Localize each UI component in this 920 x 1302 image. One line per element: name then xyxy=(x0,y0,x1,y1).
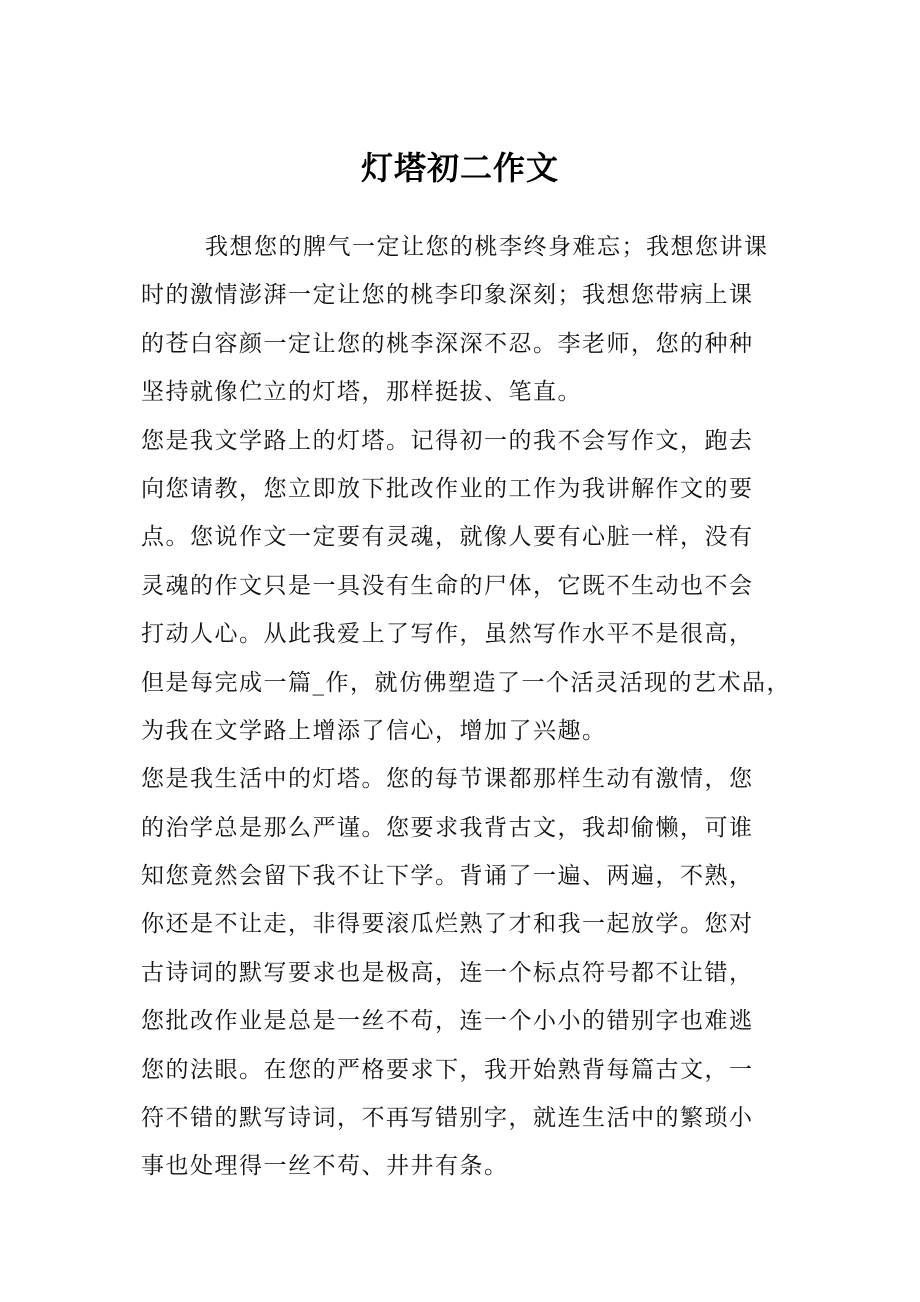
text-line: 的治学总是那么严谨。您要求我背古文，我却偷懒，可谁 xyxy=(141,814,754,841)
text-line: 但是每完成一篇_作，就仿佛塑造了一个活灵活现的艺术品， xyxy=(141,669,791,696)
text-line: 点。您说作文一定要有灵魂，就像人要有心脏一样，没有 xyxy=(141,524,754,551)
text-line: 灵魂的作文只是一具没有生命的尸体，它既不生动也不会 xyxy=(141,572,754,599)
text-line: 的苍白容颜一定让您的桃李深深不忍。李老师，您的种种 xyxy=(141,330,754,357)
document-body xyxy=(141,223,791,1191)
document-title: 灯塔初二作文 xyxy=(360,149,559,187)
text-line: 为我在文学路上增添了信心，增加了兴趣。 xyxy=(141,717,607,744)
text-line: 符不错的默写诗词，不再写错别字，就连生活中的繁琐小 xyxy=(141,1105,754,1132)
text-line: 您是我文学路上的灯塔。记得初一的我不会写作文，跑去 xyxy=(141,427,754,454)
text-line: 你还是不让走，非得要滚瓜烂熟了才和我一起放学。您对 xyxy=(141,911,754,938)
text-line: 事也处理得一丝不苟、井井有条。 xyxy=(141,1153,509,1180)
text-line: 时的激情澎湃一定让您的桃李印象深刻；我想您带病上课 xyxy=(141,282,754,309)
text-line: 您批改作业是总是一丝不苟，连一个小小的错别字也难逃 xyxy=(141,1008,754,1035)
text-line: 我想您的脾气一定让您的桃李终身难忘；我想您讲课 xyxy=(205,234,769,260)
text-line: 您的法眼。在您的严格要求下，我开始熟背每篇古文，一 xyxy=(141,1056,754,1083)
text-line: 向您请教，您立即放下批改作业的工作为我讲解作文的要 xyxy=(141,475,754,502)
text-line: 坚持就像伫立的灯塔，那样挺拔、笔直。 xyxy=(141,379,582,406)
text-line: 知您竟然会留下我不让下学。背诵了一遍、两遍，不熟， xyxy=(141,863,754,890)
text-line: 您是我生活中的灯塔。您的每节课都那样生动有激情，您 xyxy=(141,766,754,793)
text-line: 打动人心。从此我爱上了写作，虽然写作水平不是很高， xyxy=(141,621,754,648)
text-line: 古诗词的默写要求也是极高，连一个标点符号都不让错， xyxy=(141,959,754,986)
